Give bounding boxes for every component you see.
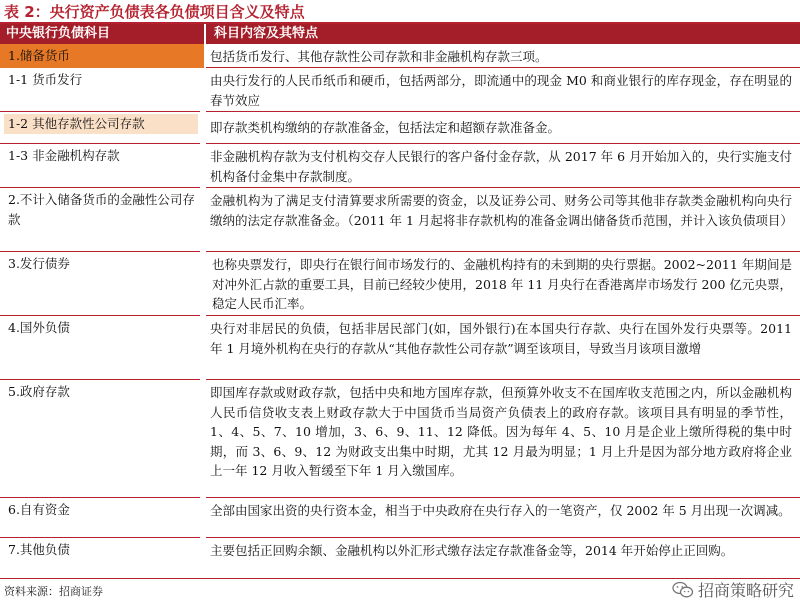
watermark-text: 招商策略研究 xyxy=(697,581,794,600)
row-description: 非金融机构存款为支付机构交存人民银行的客户备付金存款，从 2017 年 6 月开始加入的，央行实施支付机构备付金集中存款制度。 xyxy=(210,149,792,184)
source-note: 资料来源：招商证券 xyxy=(4,585,103,598)
row-description: 央行对非居民的负债，包括非居民部门(如，国外银行)在本国央行存款、央行在国外发行央票等。2011 年 1 月境外机构在央行的存款从“其他存款性公司存款”调至该项目，导致当月该项目激增 xyxy=(210,321,792,356)
row-item-label: 7.其他负债 xyxy=(8,542,70,557)
row-item-label: 5.政府存款 xyxy=(8,384,70,399)
row-description: 全部由国家出资的央行资本金，相当于中央政府在央行存入的一笔资产，仅 2002 年 5 月出现一次调减。 xyxy=(210,503,791,518)
table-row xyxy=(0,112,800,144)
watermark xyxy=(672,578,794,601)
row-item-label: 1.储备货币 xyxy=(0,44,204,68)
row-description: 金融机构为了满足支付清算要求所需要的资金，以及证券公司、财务公司等其他非存款类金融机构向央行缴纳的法定存款准备金。（2011 年 1 月起将非存款机构的准备金调出储备货币范围，并计入该负债项目） xyxy=(210,193,793,228)
table-row xyxy=(0,498,800,538)
row-item-label: 1-3 非金融机构存款 xyxy=(8,148,120,163)
table-row xyxy=(0,252,800,316)
table-title: 表 2：央行资产负债表各负债项目含义及特点 xyxy=(4,3,305,21)
table-row xyxy=(0,316,800,380)
table-row xyxy=(0,144,800,188)
row-item-label: 4.国外负债 xyxy=(8,320,70,335)
row-description: 由央行发行的人民币纸币和硬币，包括两部分，即流通中的现金 M0 和商业银行的库存现金，存在明显的春节效应 xyxy=(210,73,792,108)
row-item-label: 6.自有资金 xyxy=(8,502,70,517)
table-row xyxy=(0,44,800,68)
column-header-description: 科目内容及其特点 xyxy=(206,24,800,44)
table-row xyxy=(0,188,800,252)
row-description: 包括货币发行、其他存款性公司存款和非金融机构存款三项。 xyxy=(210,49,548,64)
row-description: 即存款类机构缴纳的存款准备金，包括法定和超额存款准备金。 xyxy=(210,120,561,135)
wechat-icon xyxy=(672,581,694,599)
row-item-label: 1-2 其他存款性公司存款 xyxy=(0,112,204,138)
row-item-label: 2.不计入储备货币的金融性公司存款 xyxy=(8,192,195,227)
row-description: 即国库存款或财政存款，包括中央和地方国库存款，但预算外收支不在国库收支范围之内，所以金融机构人民币信贷收支表上财政存款大于中国货币当局资产负债表上的政府存款。该项目具有明显的季节性，1、4、5、7、10 增加，3、6、9、11、12 降低。因为每年 4、5、10 月是企业上缴所得税的集中时期，而 3、6、9、12 为财政支出集中时期，尤其 12 月最为明显；1 月上升是因为部分地方政府将企业上一年 12 月收入暂缓至下年 1 月入缴国库。 xyxy=(210,385,792,478)
row-item-label: 1-1 货币发行 xyxy=(8,72,83,87)
row-item-label: 3.发行债券 xyxy=(8,256,70,271)
row-description: 主要包括正回购余额、金融机构以外汇形式缴存法定存款准备金等，2014 年开始停止正回购。 xyxy=(210,543,734,558)
row-description: 也称央票发行，即央行在银行间市场发行的、金融机构持有的未到期的央行票据。2002~2011 年期间是对冲外汇占款的重要工具，目前已经较少使用，2018 年 11 月央行在香港离岸市场发行 200 亿元央票，稳定人民币汇率。 xyxy=(212,257,792,311)
table-row xyxy=(0,538,800,578)
table-row xyxy=(0,380,800,498)
column-header-liability-item: 中央银行负债科目 xyxy=(0,24,204,44)
table-row xyxy=(0,68,800,112)
